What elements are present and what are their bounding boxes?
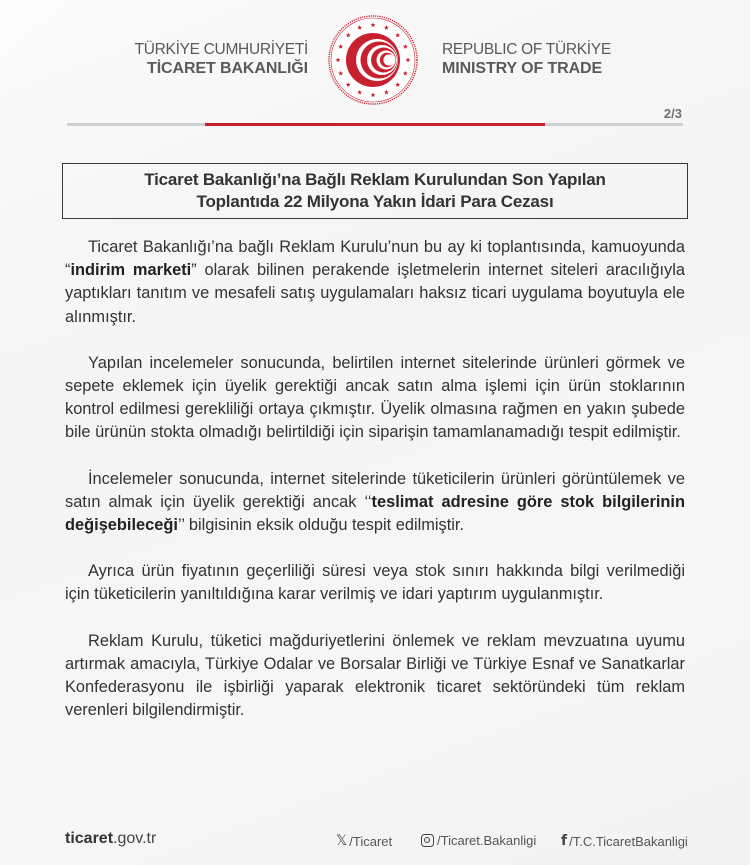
ministry-seal-icon	[327, 14, 419, 106]
instagram-icon	[421, 834, 434, 847]
x-icon: 𝕏	[336, 833, 348, 849]
body-text	[65, 236, 685, 745]
republic-name-tr: TÜRKİYE CUMHURİYETİ	[134, 41, 308, 58]
ministry-name-en	[442, 40, 611, 78]
social-facebook-handle: /T.C.TicaretBakanligi	[569, 833, 688, 849]
ministry-title-tr: TİCARET BAKANLIĞI	[147, 60, 308, 77]
ministry-name-tr	[135, 40, 308, 78]
header-divider	[67, 123, 683, 126]
ministry-title-en: MINISTRY OF TRADE	[442, 60, 603, 77]
facebook-icon: f	[561, 833, 568, 849]
header-divider-accent	[205, 123, 545, 126]
paragraph-3-text-b: ’’ bilgisinin eksik olduğu tespit edilmiştir.	[177, 516, 465, 535]
paragraph-3-text-a: İncelemeler sonucunda, internet sitelerinde tüketicilerin ürünleri görüntülemek ve satın almak için üyelik gerektiği ancak ‘‘	[65, 469, 685, 511]
paragraph-3-emphasis: teslimat adresine göre stok bilgilerinin değişebileceği	[65, 492, 685, 535]
page-number: 2/3	[663, 106, 682, 121]
paragraph-1-emphasis: indirim marketi	[70, 261, 192, 280]
website-domain-bold: ticaret	[65, 830, 114, 847]
social-facebook-link[interactable]	[561, 833, 688, 849]
paragraph-4: Ayrıca ürün fiyatının geçerliliği süresi veya stok sınırı hakkında bilgi verilmediği için tüketicilerin yanıltıldığına karar verilmiş ve idari yaptırım uygulanmıştır.	[65, 562, 685, 604]
title-line-2: Toplantıda 22 Milyona Yakın İdari Para Cezası	[196, 192, 554, 211]
republic-name-en: REPUBLIC OF TÜRKİYE	[442, 41, 611, 58]
paragraph-3	[65, 468, 685, 538]
website-link[interactable]	[65, 830, 156, 848]
social-x-handle: /Ticaret	[349, 833, 393, 849]
social-instagram-handle: /Ticaret.Bakanligi	[437, 833, 537, 848]
paragraph-5: Reklam Kurulu, tüketici mağduriyetlerini önlemek ve reklam mevzuatına uyumu artırmak amacıyla, Türkiye Odalar ve Borsalar Birliği ve Türkiye Esnaf ve Sanatkarlar Konfederasyonu ile işbirliği yaparak elektronik ticaret sektöründeki tüm reklam verenleri bilgilendirmiştir.	[65, 631, 685, 720]
footer	[0, 828, 750, 858]
paragraph-2: Yapılan incelemeler sonucunda, belirtilen internet sitelerinde ürünleri görmek ve sepete eklemek için üyelik gerektiği ancak satın alma işlemi için ürün stoklarının kontrol edilmesi gerekliliği ortaya çıkmıştır. Üyelik olmasına rağmen en yakın şubede bile ürünün stokta olmadığı belirtildiği için siparişin tamamlanamadığı tespit edilmiştir.	[65, 353, 685, 442]
paragraph-1-text-b: ” olarak bilinen perakende işletmelerin internet siteleri aracılığıyla yaptıkları tanıtım ve mesafeli satış uygulamaları haksız ticari uygulama boyutuyla ele alınmıştır.	[65, 261, 685, 326]
social-instagram-link[interactable]	[421, 833, 536, 848]
title-line-1: Ticaret Bakanlığı’na Bağlı Reklam Kurulundan Son Yapılan	[144, 170, 606, 189]
website-domain-rest: .gov.tr	[113, 830, 157, 847]
paragraph-1	[65, 236, 685, 329]
social-x-link[interactable]	[336, 833, 392, 849]
paragraph-1-text-a: Ticaret Bakanlığı’na bağlı Reklam Kurulu’nun bu ay ki toplantısında, kamuoyunda “	[65, 238, 685, 280]
letterhead	[0, 0, 750, 120]
press-release-title	[62, 163, 688, 219]
